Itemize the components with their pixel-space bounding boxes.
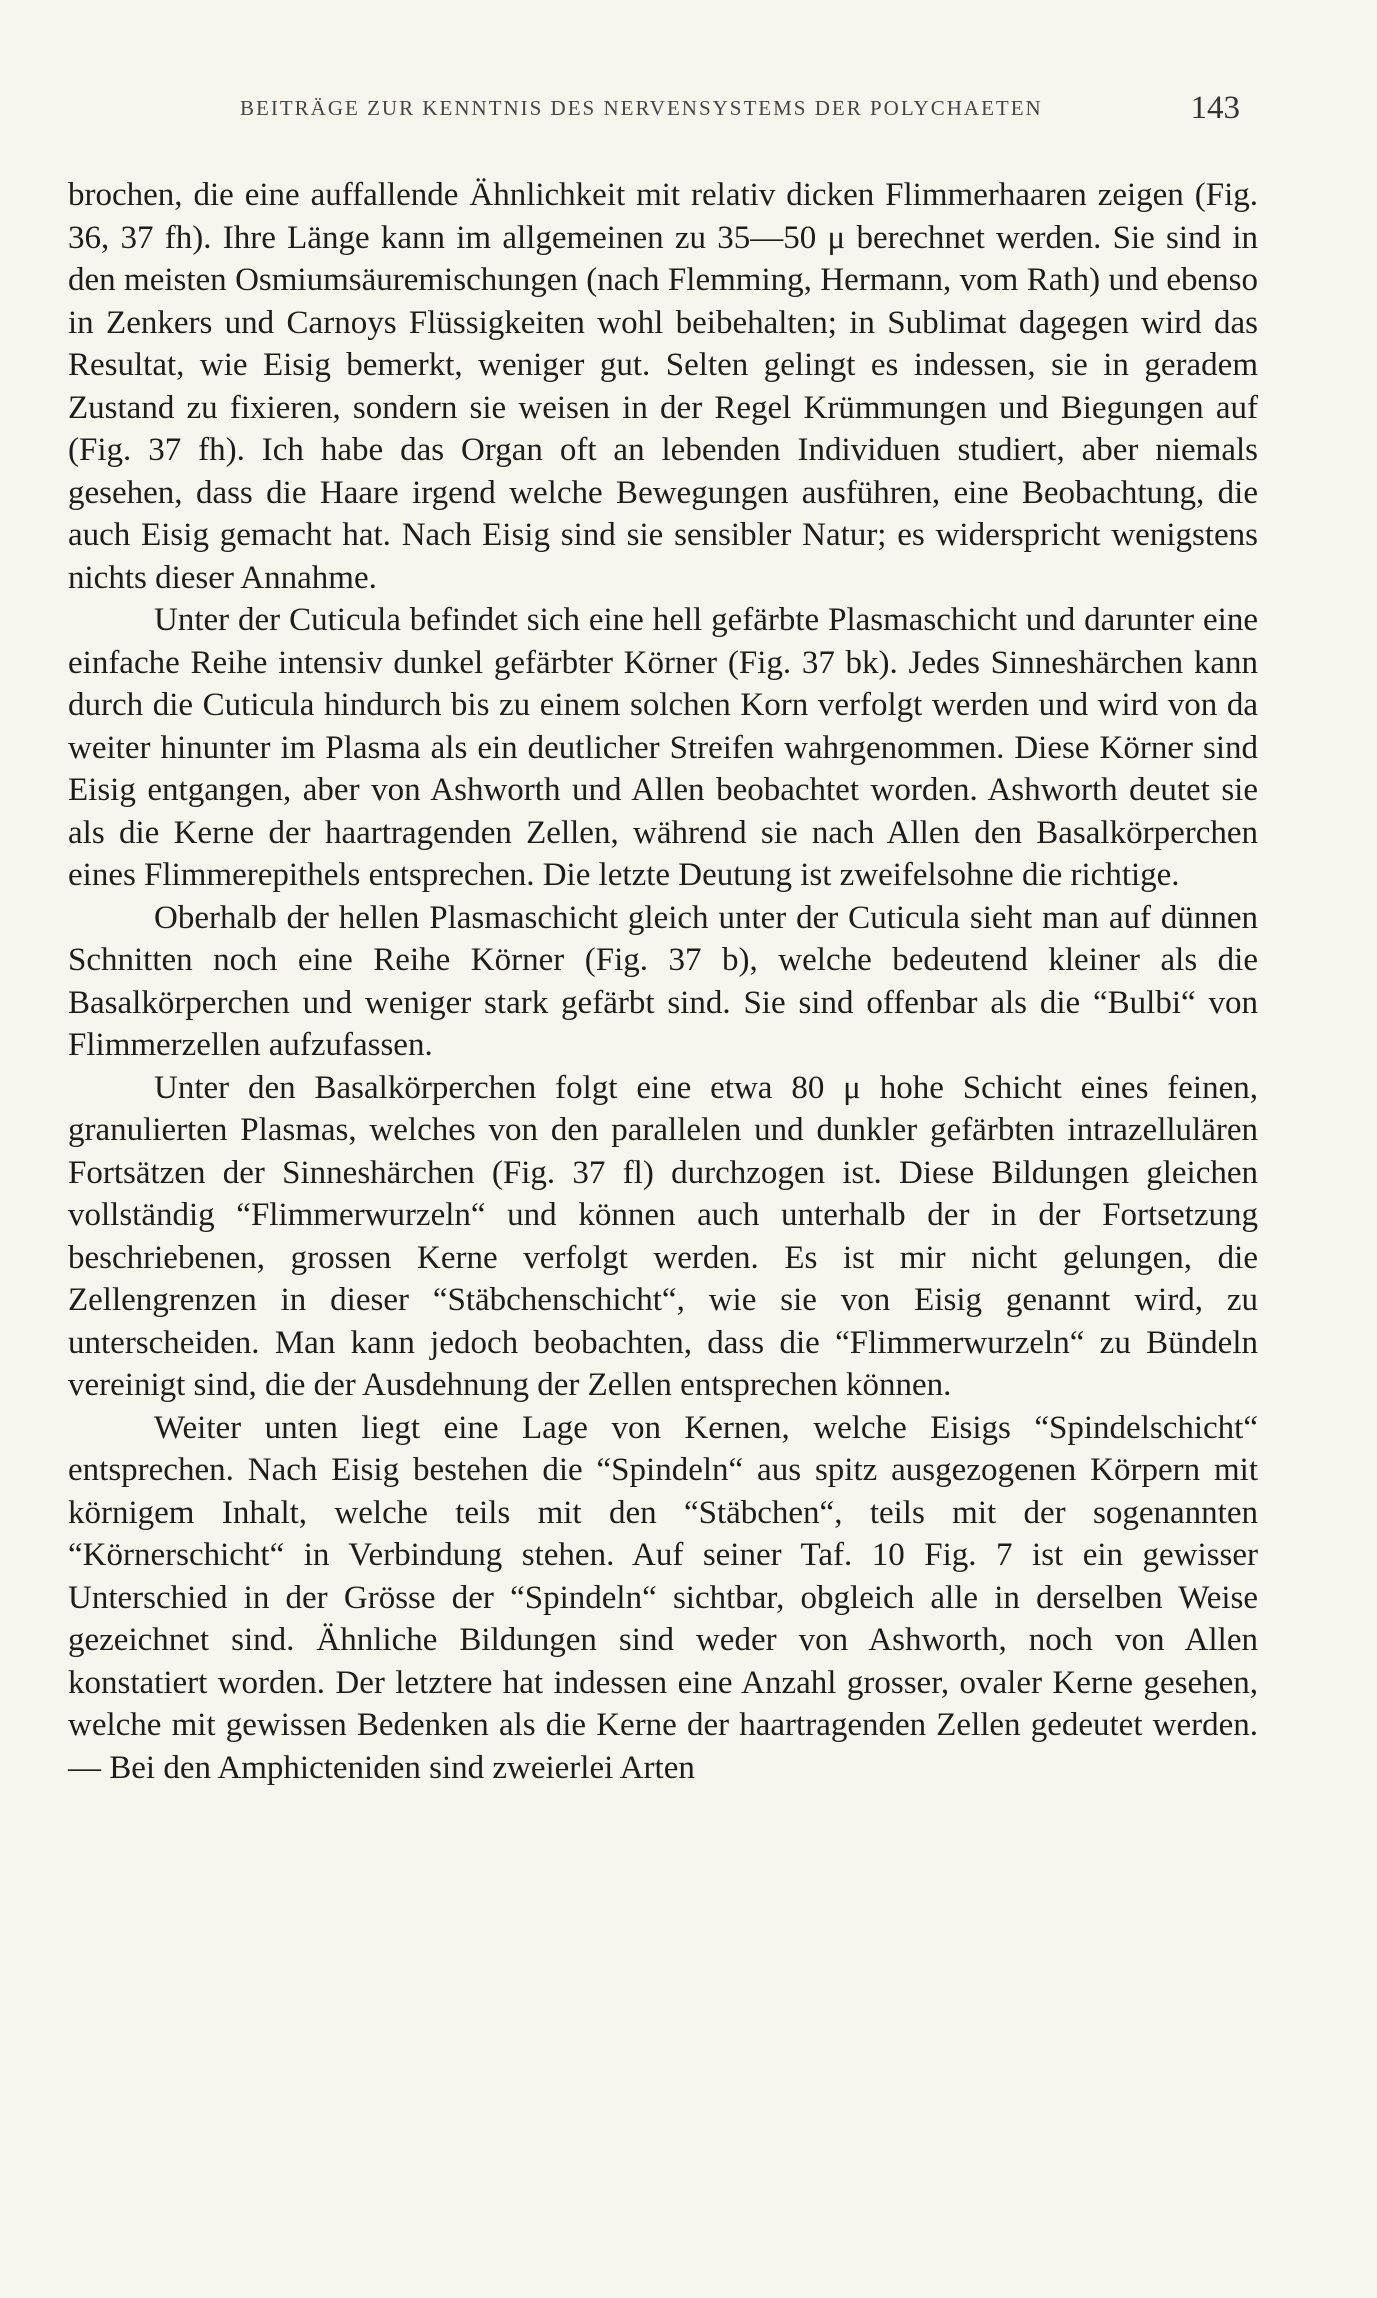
page-header [240,90,1240,136]
paragraph-5: Weiter unten liegt eine Lage von Kernen, welche Eisigs “Spindelschicht“ entsprechen. Nach Eisig bestehen die “Spindeln“ aus spitz ausgezogenen Körpern mit körnigem Inhalt, welche teils mit den “Stäbchen“, teils mit der sogenannten “Körnerschicht“ in Verbindung stehen. Auf seiner Taf. 10 Fig. 7 ist ein gewisser Unterschied in der Grösse der “Spindeln“ sichtbar, obgleich alle in derselben Weise gezeichnet sind. Ähnliche Bildungen sind weder von Ashworth, noch von Allen konstatiert worden. Der letztere hat indessen eine Anzahl grosser, ovaler Kerne gesehen, welche mit gewissen Bedenken als die Kerne der haartragenden Zellen gedeutet werden. — Bei den Amphicteniden sind zweierlei Arten [68,1409,1258,1786]
paragraph-3: Oberhalb der hellen Plasmaschicht gleich unter der Cuticula sieht man auf dünnen Schnitten noch eine Reihe Körner (Fig. 37 b), welche bedeutend kleiner als die Basalkörperchen und weniger stark gefärbt sind. Sie sind offenbar als die “Bulbi“ von Flimmerzellen aufzufassen. [68,899,1258,1063]
page-number: 143 [1190,90,1240,126]
paragraph-4: Unter den Basalkörperchen folgt eine etwa 80 μ hohe Schicht eines feinen, granulierten Plasmas, welches von den parallelen und dunkler gefärbten intrazellulären Fortsätzen der Sinneshärchen (Fig. 37 fl) durchzogen ist. Diese Bildungen gleichen vollständig “Flimmerwurzeln“ und können auch unterhalb der in der Fortsetzung beschriebenen, grossen Kerne verfolgt werden. Es ist mir nicht gelungen, die Zellengrenzen in dieser “Stäbchenschicht“, wie sie von Eisig genannt wird, zu unterscheiden. Man kann jedoch beobachten, dass die “Flimmerwurzeln“ zu Bündeln vereinigt sind, die der Ausdehnung der Zellen entsprechen können. [68,1069,1258,1403]
paragraph-1: brochen, die eine auffallende Ähnlichkeit mit relativ dicken Flimmerhaaren zeigen (Fig. 36, 37 fh). Ihre Länge kann im allgemeinen zu 35—50 μ berechnet werden. Sie sind in den meisten Osmiumsäuremischungen (nach Flemming, Hermann, vom Rath) und ebenso in Zenkers und Carnoys Flüssigkeiten wohl beibehalten; in Sublimat dagegen wird das Resultat, wie Eisig bemerkt, weniger gut. Selten gelingt es indessen, sie in geradem Zustand zu fixieren, sondern sie weisen in der Regel Krümmungen und Biegungen auf (Fig. 37 fh). Ich habe das Organ oft an lebenden Individuen studiert, aber niemals gesehen, dass die Haare irgend welche Bewegungen ausführen, eine Beobachtung, die auch Eisig gemacht hat. Nach Eisig sind sie sensibler Natur; es widerspricht wenigstens nichts dieser Annahme. [68,177,1258,596]
paragraph-2: Unter der Cuticula befindet sich eine hell gefärbte Plasmaschicht und darunter eine einfache Reihe intensiv dunkel gefärbter Körner (Fig. 37 bk). Jedes Sinneshärchen kann durch die Cuticula hindurch bis zu einem solchen Korn verfolgt werden und wird von da weiter hinunter im Plasma als ein deutlicher Streifen wahrgenommen. Diese Körner sind Eisig entgangen, aber von Ashworth und Allen beobachtet worden. Ashworth deutet sie als die Kerne der haartragenden Zellen, während sie nach Allen den Basalkörperchen eines Flimmerepithels entsprechen. Die letzte Deutung ist zweifelsohne die richtige. [68,602,1258,893]
body-text [68,174,1258,1789]
running-head: BEITRÄGE ZUR KENNTNIS DES NERVENSYSTEMS DER POLYCHAETEN [240,96,1043,120]
